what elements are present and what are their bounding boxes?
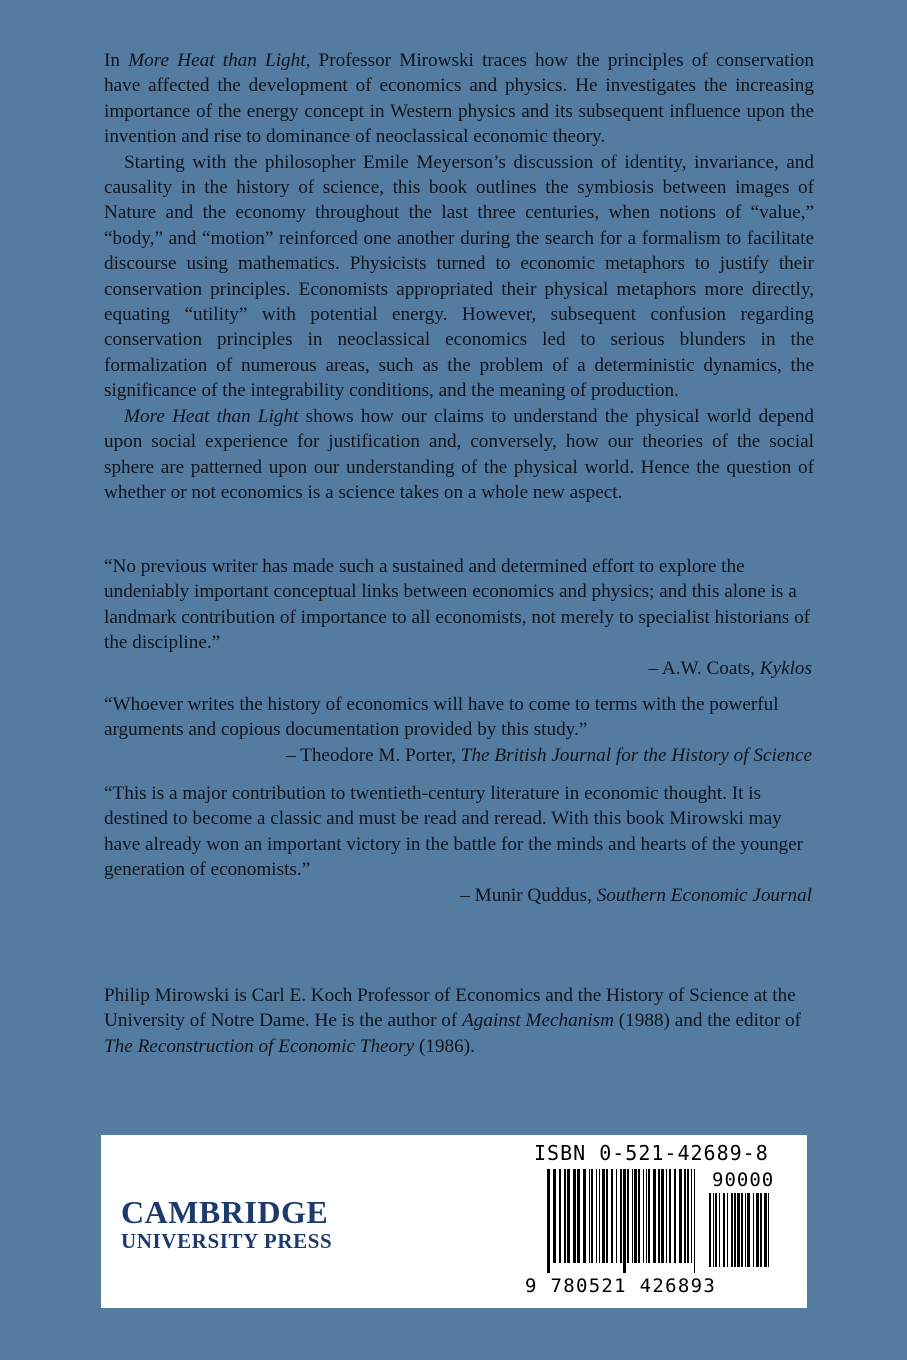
- publisher-panel: [101, 1135, 807, 1308]
- quote-attribution: – Theodore M. Porter, The British Journal for the History of Science: [286, 744, 812, 766]
- publisher-logo: CAMBRIDGE UNIVERSITY PRESS: [121, 1194, 333, 1253]
- quote-attribution: – A.W. Coats, Kyklos: [648, 657, 812, 679]
- review-quote-1: “No previous writer has made such a sustained and determined effort to explore the undeniably important conceptual links between economics and physics; and this alone is a landmark contribution of importance to all economists, not merely to specialist historians of the discipline.” – A.W. Coats, Kyklos: [104, 554, 814, 681]
- description: [104, 48, 814, 505]
- quote-attribution: – Munir Quddus, Southern Economic Journal: [460, 884, 812, 906]
- isbn-label: ISBN 0-521-42689-8: [534, 1141, 769, 1165]
- review-quote-3: “This is a major contribution to twentieth-century literature in economic thought. It is destined to become a classic and must be read and reread. With this book Mirowski may have already won an important victory in the battle for the minds and hearts of the younger generation of economists.” – Munir Quddus, Southern Economic Journal: [104, 781, 814, 908]
- blurb-paragraph-3: More Heat than Light shows how our claims to understand the physical world depend upon social experience for justification and, conversely, how our theories of the social sphere are patterned upon our understanding of the physical world. Hence the question of whether or not economics is a science takes on a whole new aspect.: [104, 405, 815, 503]
- ean-digits: 9 780521 426893: [525, 1275, 717, 1297]
- price-code: 90000: [712, 1169, 775, 1191]
- blurb-paragraph-2: Starting with the philosopher Emile Meyerson’s discussion of identity, invariance, and causality in the history of science, this book outlines the symbiosis between images of Nature and the economy throughout the last three centuries, when notions of “value,” “body,” and “motion” reinforced one another during the search for a formalism to facilitate discourse using mathematics. Physicists turned to economic metaphors to justify their conservation principles. Economists appropriated their physical metaphors more directly, equating “utility” with potential energy. However, subsequent confusion regarding conservation principles in neoclassical economics led to serious blunders in the formalization of numerous areas, such as the problem of a deterministic dynamics, the significance of the integrability conditions, and the meaning of production.: [104, 151, 814, 402]
- review-quote-2: “Whoever writes the history of economics will have to come to terms with the powerful arguments and copious documentation provided by this study.” – Theodore M. Porter, The British Journal for the History of Science: [104, 692, 814, 768]
- blurb-paragraph-1: In More Heat than Light, Professor Mirowski traces how the principles of conservation have affected the development of economics and physics. He investigates the increasing importance of the energy concept in Western physics and its subsequent influence upon the invention and rise to dominance of neoclassical economic theory.: [104, 50, 814, 148]
- barcode-image: [547, 1169, 697, 1273]
- price-barcode-image: [709, 1193, 773, 1277]
- author-bio: Philip Mirowski is Carl E. Koch Professor of Economics and the History of Science at the University of Notre Dame. He is the author of Against Mechanism (1988) and the editor of The Reconstruction of Economic Theory (1986).: [104, 985, 801, 1057]
